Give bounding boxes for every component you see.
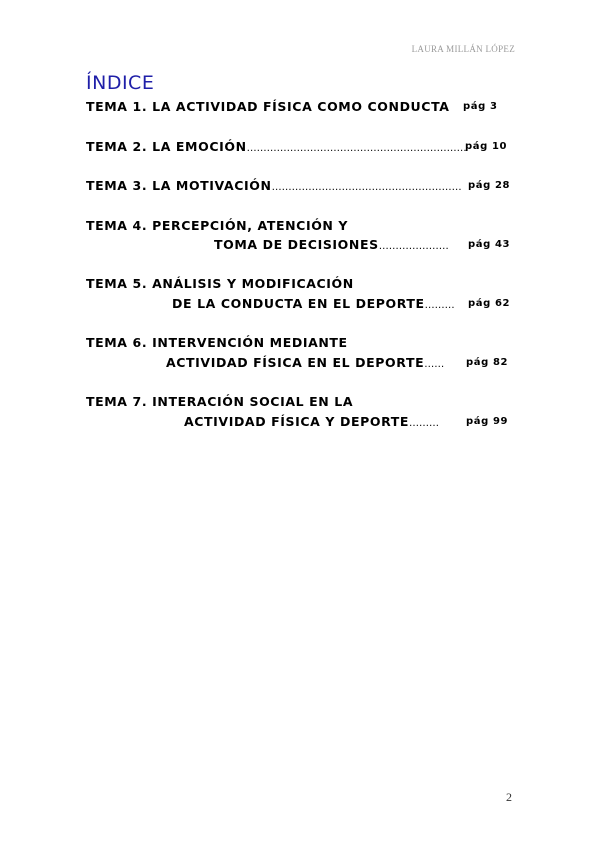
toc-entry-4-text: TEMA 4. PERCEPCIÓN, ATENCIÓN Y (86, 218, 349, 233)
toc-entry-2-text: TEMA 2. LA EMOCIÓN (86, 139, 247, 154)
toc-entry-6-text-cont: ACTIVIDAD FÍSICA EN EL DEPORTE (166, 355, 425, 370)
toc-entry-5-title-cont (172, 296, 455, 311)
toc-entry-7-dots: ……… (409, 418, 440, 429)
toc-entry-3-text: TEMA 3. LA MOTIVACIÓN (86, 178, 272, 193)
toc-entry-7-title-cont (184, 414, 439, 429)
toc-entry-4-text-cont: TOMA DE DECISIONES (214, 237, 379, 252)
toc-entry-6-title-cont (166, 355, 444, 370)
toc-entry-3-dots: ………………………………………………… (271, 182, 462, 193)
toc-entry-2-page: pág 10 (465, 141, 508, 152)
toc-entry-3-title (86, 178, 462, 193)
page-number: 2 (506, 790, 512, 804)
toc-entry-7-text-cont: ACTIVIDAD FÍSICA Y DEPORTE (184, 414, 410, 429)
toc-entry-1-text: TEMA 1. LA ACTIVIDAD FÍSICA COMO CONDUCTA (86, 99, 450, 114)
toc-entry-5-text: TEMA 5. ANÁLISIS Y MODIFICACIÓN (86, 276, 354, 291)
toc-entry-7-page: pág 99 (466, 416, 509, 427)
toc-entry-5-dots: ……… (424, 300, 455, 311)
toc-entry-5-page: pág 62 (468, 298, 511, 309)
header-author: LAURA MILLÁN LÓPEZ (411, 44, 515, 54)
index-title: ÍNDICE (86, 72, 155, 94)
toc-entry-4-title (86, 218, 348, 233)
toc-entry-2-dots: ………………………………………………………… (246, 143, 467, 154)
toc-entry-6-dots: …… (424, 359, 445, 370)
toc-entry-4-dots: ………………… (378, 241, 449, 252)
toc-entry-7-title (86, 394, 353, 409)
toc-entry-2-title (86, 139, 467, 154)
toc-entry-4-title-cont (214, 237, 449, 252)
toc-entry-6-page: pág 82 (466, 357, 509, 368)
toc-entry-6-title (86, 335, 348, 350)
toc-entry-4-page: pág 43 (468, 239, 511, 250)
toc-entry-5-title (86, 276, 354, 291)
toc-entry-6-text: TEMA 6. INTERVENCIÓN MEDIANTE (86, 335, 348, 350)
toc-entry-3-page: pág 28 (468, 180, 511, 191)
toc-entry-1-page: pág 3 (463, 101, 498, 112)
toc-entry-5-text-cont: DE LA CONDUCTA EN EL DEPORTE (172, 296, 425, 311)
toc-entry-1-title (86, 99, 450, 114)
toc-entry-7-text: TEMA 7. INTERACIÓN SOCIAL EN LA (86, 394, 354, 409)
